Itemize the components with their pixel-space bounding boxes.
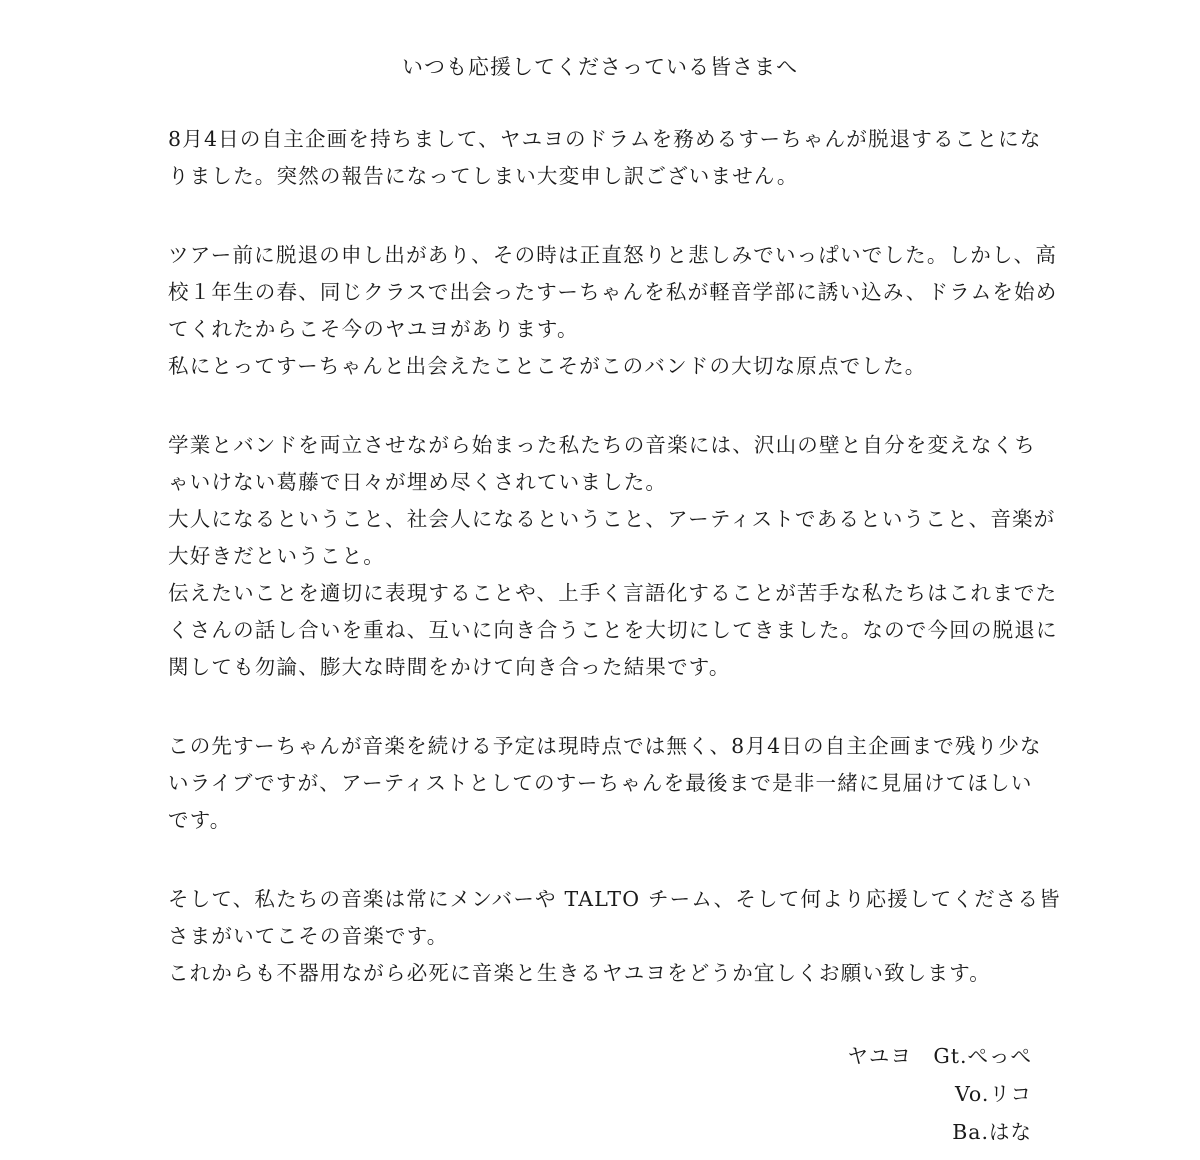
body-line: くさんの話し合いを重ね、互いに向き合うことを大切にしてきました。なので今回の脱退に [168,618,1058,642]
body-line: 8月4日の自主企画を持ちまして、ヤユヨのドラムを務めるすーちゃんが脱退することにな [168,127,1042,151]
letter-body [168,121,1061,1034]
paragraph-2 [168,237,1058,385]
member-guitar: Gt.ぺっぺ [933,1044,1032,1068]
body-line: 大人になるということ、社会人になるということ、アーティストであるということ、音楽が [168,507,1056,531]
signature-line-1 [847,1037,1032,1075]
paragraph-5 [168,881,1061,992]
body-line: 校１年生の春、同じクラスで出会ったすーちゃんを私が軽音学部に誘い込み、ドラムを始め [168,280,1058,304]
body-line: です。 [168,808,232,832]
band-name: ヤユヨ [847,1044,912,1068]
paragraph-4 [168,728,1042,839]
body-line: ツアー前に脱退の申し出があり、その時は正直怒りと悲しみでいっぱいでした。しかし、高 [168,243,1058,267]
member-bass: Ba.はな [952,1120,1032,1144]
body-line: これからも不器用ながら必死に音楽と生きるヤユヨをどうか宜しくお願い致します。 [168,961,991,985]
body-line: いライブですが、アーティストとしてのすーちゃんを最後まで是非一緒に見届けてほしい [168,771,1033,795]
body-line: この先すーちゃんが音楽を続ける予定は現時点では無く、8月4日の自主企画まで残り少な [168,734,1042,758]
member-vocal: Vo.リコ [954,1082,1032,1106]
body-line: 大好きだということ。 [168,544,385,568]
signature-block [847,1037,1032,1151]
body-line: さまがいてこその音楽です。 [168,924,449,948]
paragraph-1 [168,121,1042,195]
letter-heading: いつも応援してくださっている皆さまへ [402,55,798,79]
body-line: 伝えたいことを適切に表現することや、上手く言語化することが苦手な私たちはこれまでた [168,581,1058,605]
body-line: りました。突然の報告になってしまい大変申し訳ございません。 [168,164,799,188]
body-line: 私にとってすーちゃんと出会えたことこそがこのバンドの大切な原点でした。 [168,354,927,378]
body-line: 学業とバンドを両立させながら始まった私たちの音楽には、沢山の壁と自分を変えなくち [168,433,1036,457]
body-line: てくれたからこそ今のヤユヨがあります。 [168,317,579,341]
paragraph-3 [168,427,1058,686]
body-line: 関しても勿論、膨大な時間をかけて向き合った結果です。 [168,655,731,679]
body-line: ゃいけない葛藤で日々が埋め尽くされていました。 [168,470,668,494]
body-line: そして、私たちの音楽は常にメンバーや TALTO チーム、そして何より応援してくださる皆 [168,887,1061,911]
